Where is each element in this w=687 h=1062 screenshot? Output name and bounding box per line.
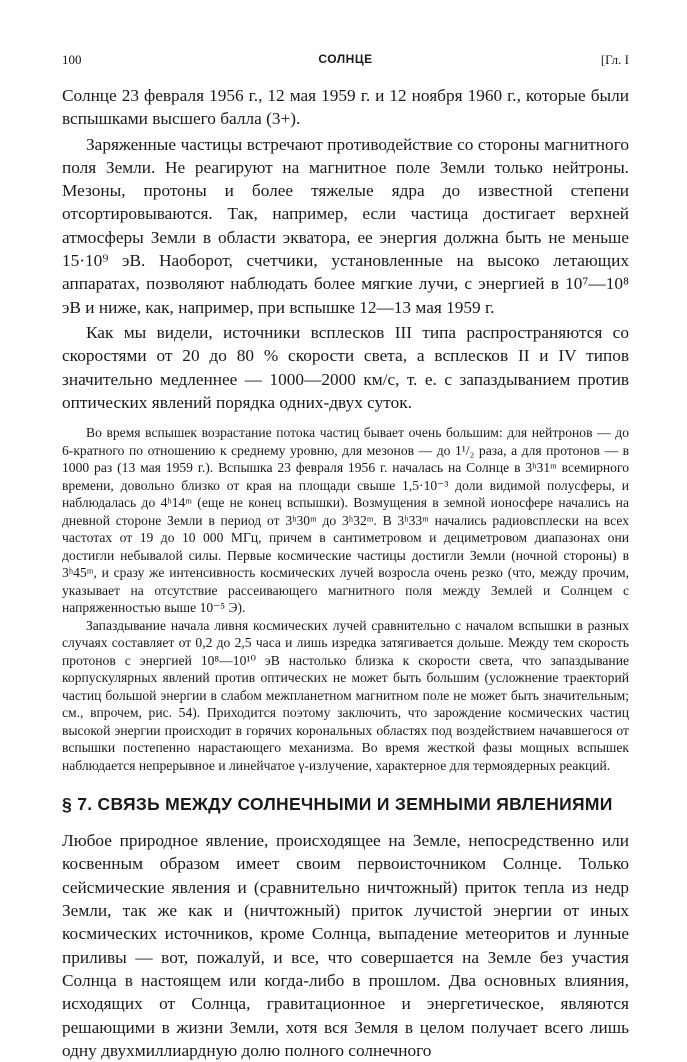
small-print-block bbox=[62, 424, 629, 774]
main-text bbox=[62, 84, 629, 414]
page-header bbox=[62, 48, 629, 70]
chapter-marker: [Гл. I bbox=[600, 52, 629, 67]
running-title: СОЛНЦЕ bbox=[318, 52, 373, 66]
section-heading: § 7. СВЯЗЬ МЕЖДУ СОЛНЕЧНЫМИ И ЗЕМНЫМИ ЯВЛЕНИЯМИ bbox=[62, 794, 613, 815]
small-print-paragraph: Запаздывание начала ливня космических лучей сравнительно с началом вспышки в разных случаях составляет от 0,2 до 2,5 часа и лишь изредка затягивается дольше. Между тем скорость протонов с энергией 10⁸—10¹⁰ эВ настолько близка к скорости света, что запаздывание корпускулярных явлений против оптических не может быть большим (усложнение траекторий частиц большой энергии в слабом межпланетном магнитном поле не может быть значительным; см., впрочем, рис. 54). Приходится поэтому заключить, что зарождение космических частиц высокой энергии происходит в горячих корональных областях под воздействием начавшегося от вспышки постепенно нарастающего механизма. Во время жесткой фазы мощных вспышек наблюдается непрерывное и линейчатое γ-излучение, характерное для термоядерных реакций. bbox=[62, 617, 629, 773]
page-number: 100 bbox=[62, 52, 82, 67]
small-print-paragraph: Во время вспышек возрастание потока частиц бывает очень большим: для нейтронов — до 6-кратного по отношению к среднему уровню, для мезонов — до 1¹/₂ раза, а для протонов — в 1000 раз (13 мая 1959 г.). Вспышка 23 февраля 1956 г. началась на Солнце в 3ʰ31ᵐ всемирного времени, довольно близко от края на площади свыше 1,5·10⁻³ доли видимой полусферы, и наблюдалась до 4ʰ14ᵐ (еще не конец вспышки). Возмущения в земной ионосфере начались на дневной стороне Земли в период от 3ʰ30ᵐ до 3ʰ32ᵐ. В 3ʰ33ᵐ начались радиовсплески на всех частотах от 19 до 10 000 МГц, причем в сантиметровом и дециметровом диапазонах они достигли небывалой силы. Первые космические частицы достигли Земли (ночной стороны) в 3ʰ45ᵐ, и сразу же интенсивность космических лучей возросла очень резко (что, между прочим, указывает на отсутствие рассеивающего магнитного поля между Землей и Солнцем с напряженностью выше 10⁻⁵ Э). bbox=[62, 425, 629, 616]
section-text bbox=[62, 829, 629, 1062]
paragraph-continued: Солнце 23 февраля 1956 г., 12 мая 1959 г. и 12 ноября 1960 г., которые были вспышками высшего балла (3+). bbox=[62, 86, 629, 129]
section-paragraph: Любое природное явление, происходящее на Земле, непосредственно или косвенным образом имеет своим первоисточником Солнце. Только сейсмические явления и (сравнительно ничтожный) приток тепла из недр Земли, так же как и (ничтожный) приток лучистой энергии от иных космических источников, кроме Солнца, выпадение метеоритов и лунные приливы — вот, пожалуй, и все, что совершается на Земле без участия Солнца в настоящем или когда-либо в прошлом. Два основных влияния, исходящих от Солнца, гравитационное и энергетическое, являются решающими в жизни Земли, хотя вся Земля в целом получает всего лишь одну двухмиллиардную долю полного солнечного bbox=[62, 831, 629, 1060]
paragraph-charged-particles: Заряженные частицы встречают противодействие со стороны магнитного поля Земли. Не реагируют на магнитное поле Земли только нейтроны. Мезоны, протоны и более тяжелые ядра до известной степени отсортировываются. Так, например, если частица достигает верхней атмосферы Земли в области экватора, ее энергия должна быть не меньше 15·10⁹ эВ. Наоборот, счетчики, установленные на высоко летающих аппаратах, позволяют наблюдать более мягкие лучи, с энергией в 10⁷—10⁸ эВ и ниже, как, например, при вспышке 12—13 мая 1959 г. bbox=[62, 134, 629, 317]
paragraph-burst-sources: Как мы видели, источники всплесков III типа распространяются со скоростями от 20 до 80 % скорости света, а всплесков II и IV типов значительно медленнее — 1000—2000 км/с, т. е. с запаздыванием против оптических явлений порядка одних-двух суток. bbox=[62, 322, 629, 412]
